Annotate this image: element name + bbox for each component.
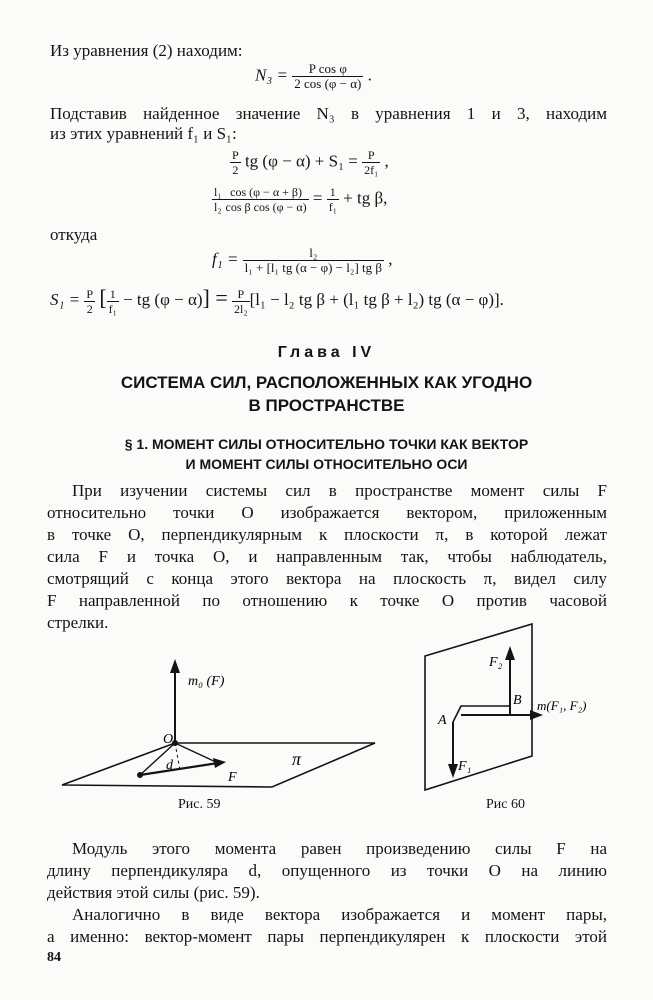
eq2-den3: f₁ — [328, 200, 337, 214]
equation-n3 — [255, 62, 372, 91]
eq-n3-lhs: N₃ = — [255, 65, 288, 85]
eq-s1-lhs: S₁ = — [50, 290, 81, 309]
eq-f1-tail: , — [388, 249, 393, 269]
figure-59-caption: Рис. 59 — [178, 797, 221, 812]
para1-line: При изучении системы сил в пространстве момент силы F — [72, 481, 607, 500]
para1-line: сила F и точка O, и направленным так, чтобы наблюдатель, — [47, 547, 607, 566]
eq2-num2: cos (φ − α + β) — [230, 185, 302, 199]
figure-59 — [60, 655, 380, 820]
eq-s1-frac2 — [107, 287, 119, 316]
eq-s1-bracket-close: ] = — [202, 285, 228, 310]
eq2-num3: 1 — [329, 185, 336, 199]
equation-2 — [212, 185, 387, 214]
eq2-mid: = — [312, 188, 323, 208]
section-title-line2: И МОМЕНТ СИЛЫ ОТНОСИТЕЛЬНО ОСИ — [185, 456, 468, 472]
chapter-label: Глава IV — [277, 344, 376, 361]
eq1-den2: 2f₁ — [364, 163, 379, 177]
eq2-num1: l₁ — [214, 185, 222, 199]
eq-n3-tail: . — [367, 65, 372, 85]
eq-f1-fraction — [243, 246, 384, 275]
para1-line: стрелки. — [47, 613, 109, 632]
section-title-line1: § 1. МОМЕНТ СИЛЫ ОТНОСИТЕЛЬНО ТОЧКИ КАК ВЕКТОР — [124, 436, 529, 452]
label-a: A — [438, 713, 447, 728]
eq1-num2: P — [367, 148, 375, 162]
para1-line: в точке O, перпендикулярным к плоскости π, в которой лежат — [47, 525, 607, 544]
para-subst-line1: Подставив найденное значение N₃ в уравнения 1 и 3, находим — [50, 104, 607, 123]
intro-text: Из уравнения (2) находим: — [50, 41, 243, 60]
eq1-num1: P — [232, 148, 239, 162]
eq-n3-num: P cos φ — [308, 61, 347, 76]
eq2-frac2 — [224, 185, 309, 214]
eq1-frac1 — [230, 148, 241, 177]
eq1-tail: , — [384, 151, 389, 171]
eq-s1-rest: [l₁ − l₂ tg β + (l₁ tg β + l₂) tg (α − φ)]. — [249, 290, 504, 309]
para1-line: смотрящий с конца этого вектора на плоскость π, видел силу — [47, 569, 607, 588]
label-pi: π — [292, 749, 302, 769]
eq-s1-frac1 — [84, 287, 95, 316]
eq-s1-inner: − tg (φ − α) — [123, 290, 203, 309]
eq-f1-num: l₂ — [309, 245, 318, 260]
equation-s1 — [50, 285, 504, 316]
eq-s1-num3: P — [237, 286, 245, 301]
eq2-frac1 — [212, 185, 224, 214]
eq-s1-num2: 1 — [109, 286, 116, 301]
moment-arrowhead — [170, 659, 180, 673]
label-f2: F₂ — [489, 655, 503, 670]
force-arrowhead — [213, 758, 226, 768]
label-m0: m₀ (F) — [188, 674, 225, 689]
label-couple-moment: m(F₁, F₂) — [537, 698, 587, 713]
label-o: O — [163, 732, 174, 747]
eq2-den2: cos β cos (φ − α) — [225, 200, 307, 214]
para3-line: Аналогично в виде вектора изображается и момент пары, — [72, 905, 607, 924]
chapter-title-line1: СИСТЕМА СИЛ, РАСПОЛОЖЕННЫХ КАК УГОДНО — [120, 373, 533, 392]
figure-60 — [405, 620, 615, 800]
equation-1 — [230, 148, 389, 177]
para1-line: относительно точки O изображается вектором, приложенным — [47, 503, 607, 522]
eq-s1-den2: f₁ — [108, 301, 117, 316]
chapter-title-line2: В ПРОСТРАНСТВЕ — [248, 396, 405, 415]
eq2-frac3 — [327, 185, 339, 214]
eq-s1-num1: P — [86, 286, 94, 301]
eq-s1-den3: 2l₂ — [234, 301, 248, 316]
label-f: F — [228, 770, 237, 785]
eq2-tail: + tg β, — [343, 188, 388, 208]
label-f1: F₁ — [458, 759, 472, 774]
eq-f1-den: l₁ + [l₁ tg (α − φ) − l₂] tg β — [244, 260, 383, 275]
otkuda-text: откуда — [50, 225, 98, 244]
eq1-frac2 — [362, 148, 380, 177]
eq2-den1: l₂ — [214, 200, 222, 214]
para3-line: а именно: вектор-момент пары перпендикулярен к плоскости этой — [47, 927, 607, 946]
force-f1-arrowhead — [448, 764, 458, 778]
para-subst-line2: из этих уравнений f₁ и S₁: — [50, 124, 237, 143]
figure-60-caption: Рис 60 — [486, 797, 525, 812]
label-d: d — [166, 758, 173, 773]
eq1-den1: 2 — [230, 162, 241, 177]
para2-line: длину перпендикуляра d, опущенного из точки O на линию — [47, 861, 607, 880]
equation-f1 — [212, 246, 393, 275]
para2-line: Модуль этого момента равен произведению силы F на — [72, 839, 607, 858]
para2-line: действия этой силы (рис. 59). — [47, 883, 260, 902]
of-line — [175, 743, 218, 763]
eq-n3-fraction — [292, 62, 363, 91]
para1-line: F направленной по отношению к точке O против часовой — [47, 591, 607, 610]
label-b: B — [513, 693, 522, 708]
eq-n3-den: 2 cos (φ − α) — [294, 76, 362, 91]
page-number: 84 — [47, 950, 61, 965]
eq-s1-frac3 — [232, 287, 250, 316]
eq-s1-bracket-open: [ — [99, 285, 107, 310]
eq-s1-den1: 2 — [84, 301, 95, 316]
force-f2-arrowhead — [505, 646, 515, 660]
eq-f1-lhs: f₁ = — [212, 249, 239, 269]
perpendicular-d — [175, 743, 180, 770]
eq1-mid: tg (φ − α) + S₁ = — [244, 151, 358, 171]
